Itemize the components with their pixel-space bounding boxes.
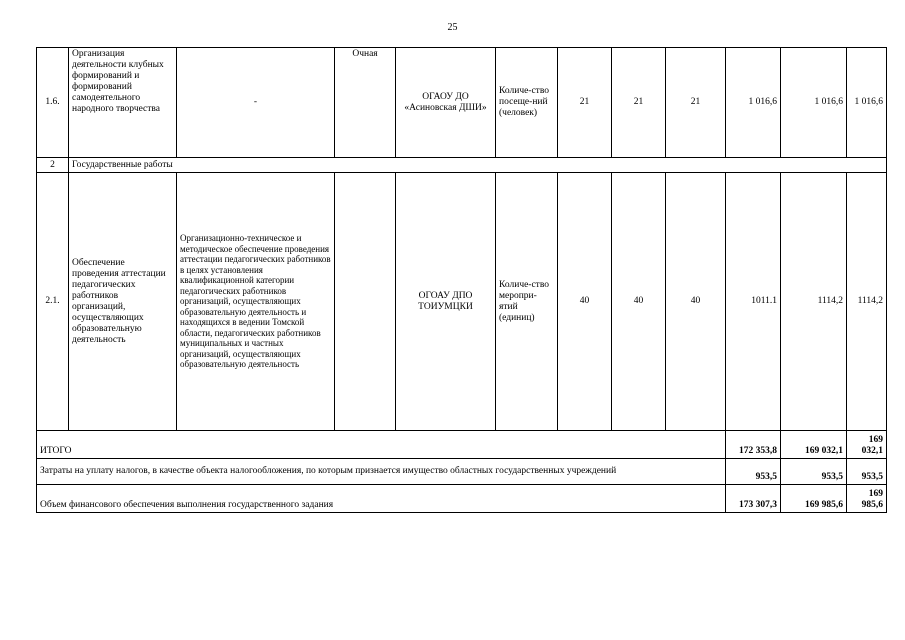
volume-year-3: 21 [666, 48, 726, 158]
total-label: ИТОГО [37, 431, 726, 459]
service-name-cell: Организация деятельности клубных формирований и формирований самодеятельного народного творчества [69, 48, 177, 158]
indicator-cell: Количе-ство посеще-ний (человек) [496, 48, 558, 158]
taxes-year-3: 953,5 [847, 459, 887, 485]
form-cell: Очная [335, 48, 396, 158]
amount-year-2: 1114,2 [781, 173, 847, 431]
volume-year-1: 40 [558, 173, 612, 431]
financing-year-3: 169 985,6 [847, 485, 887, 513]
total-year-2: 169 032,1 [781, 431, 847, 459]
taxes-year-2: 953,5 [781, 459, 847, 485]
taxes-label: Затраты на уплату налогов, в качестве объекта налогообложения, по которым признается имущество областных государственных учреждений [37, 459, 726, 485]
section-number: 2 [37, 158, 69, 173]
volume-year-2: 40 [612, 173, 666, 431]
state-assignment-table [36, 47, 887, 513]
volume-year-1: 21 [558, 48, 612, 158]
section-title: Государственные работы [69, 158, 887, 173]
amount-year-3: 1 016,6 [847, 48, 887, 158]
financing-year-1: 173 307,3 [726, 485, 781, 513]
amount-year-1: 1011.1 [726, 173, 781, 431]
amount-year-3: 1114,2 [847, 173, 887, 431]
financing-row [37, 485, 887, 513]
financing-year-2: 169 985,6 [781, 485, 847, 513]
total-year-1: 172 353,8 [726, 431, 781, 459]
provider-cell: ОГОАУ ДПО ТОИУМЦКИ [396, 173, 496, 431]
service-name-cell: Обеспечение проведения аттестации педагогических работников организаций, осуществляющих образовательную деятельность [69, 173, 177, 431]
section-header-row [37, 158, 887, 173]
row-number: 1.6. [37, 48, 69, 158]
content-cell: - [177, 48, 335, 158]
taxes-year-1: 953,5 [726, 459, 781, 485]
amount-year-1: 1 016,6 [726, 48, 781, 158]
financing-label: Объем финансового обеспечения выполнения государственного задания [37, 485, 726, 513]
total-year-3: 169 032,1 [847, 431, 887, 459]
amount-year-2: 1 016,6 [781, 48, 847, 158]
taxes-row [37, 459, 887, 485]
row-number: 2.1. [37, 173, 69, 431]
volume-year-3: 40 [666, 173, 726, 431]
provider-cell: ОГАОУ ДО «Асиновская ДШИ» [396, 48, 496, 158]
total-row [37, 431, 887, 459]
content-cell: Организационно-техническое и методическое обеспечение проведения аттестации педагогических работников в целях установления квалификационной категории педагогических работников организаций, осуществляющих образовательную деятельность и находящихся в ведении Томской области, педагогических работников муниципальных и частных организаций, осуществляющих образовательную деятельность [177, 173, 335, 431]
volume-year-2: 21 [612, 48, 666, 158]
page-number: 25 [447, 22, 458, 33]
table-row-1-6 [37, 48, 887, 158]
indicator-cell: Количе-ство меропри-ятий (единиц) [496, 173, 558, 431]
table-row-2-1 [37, 173, 887, 431]
form-cell [335, 173, 396, 431]
